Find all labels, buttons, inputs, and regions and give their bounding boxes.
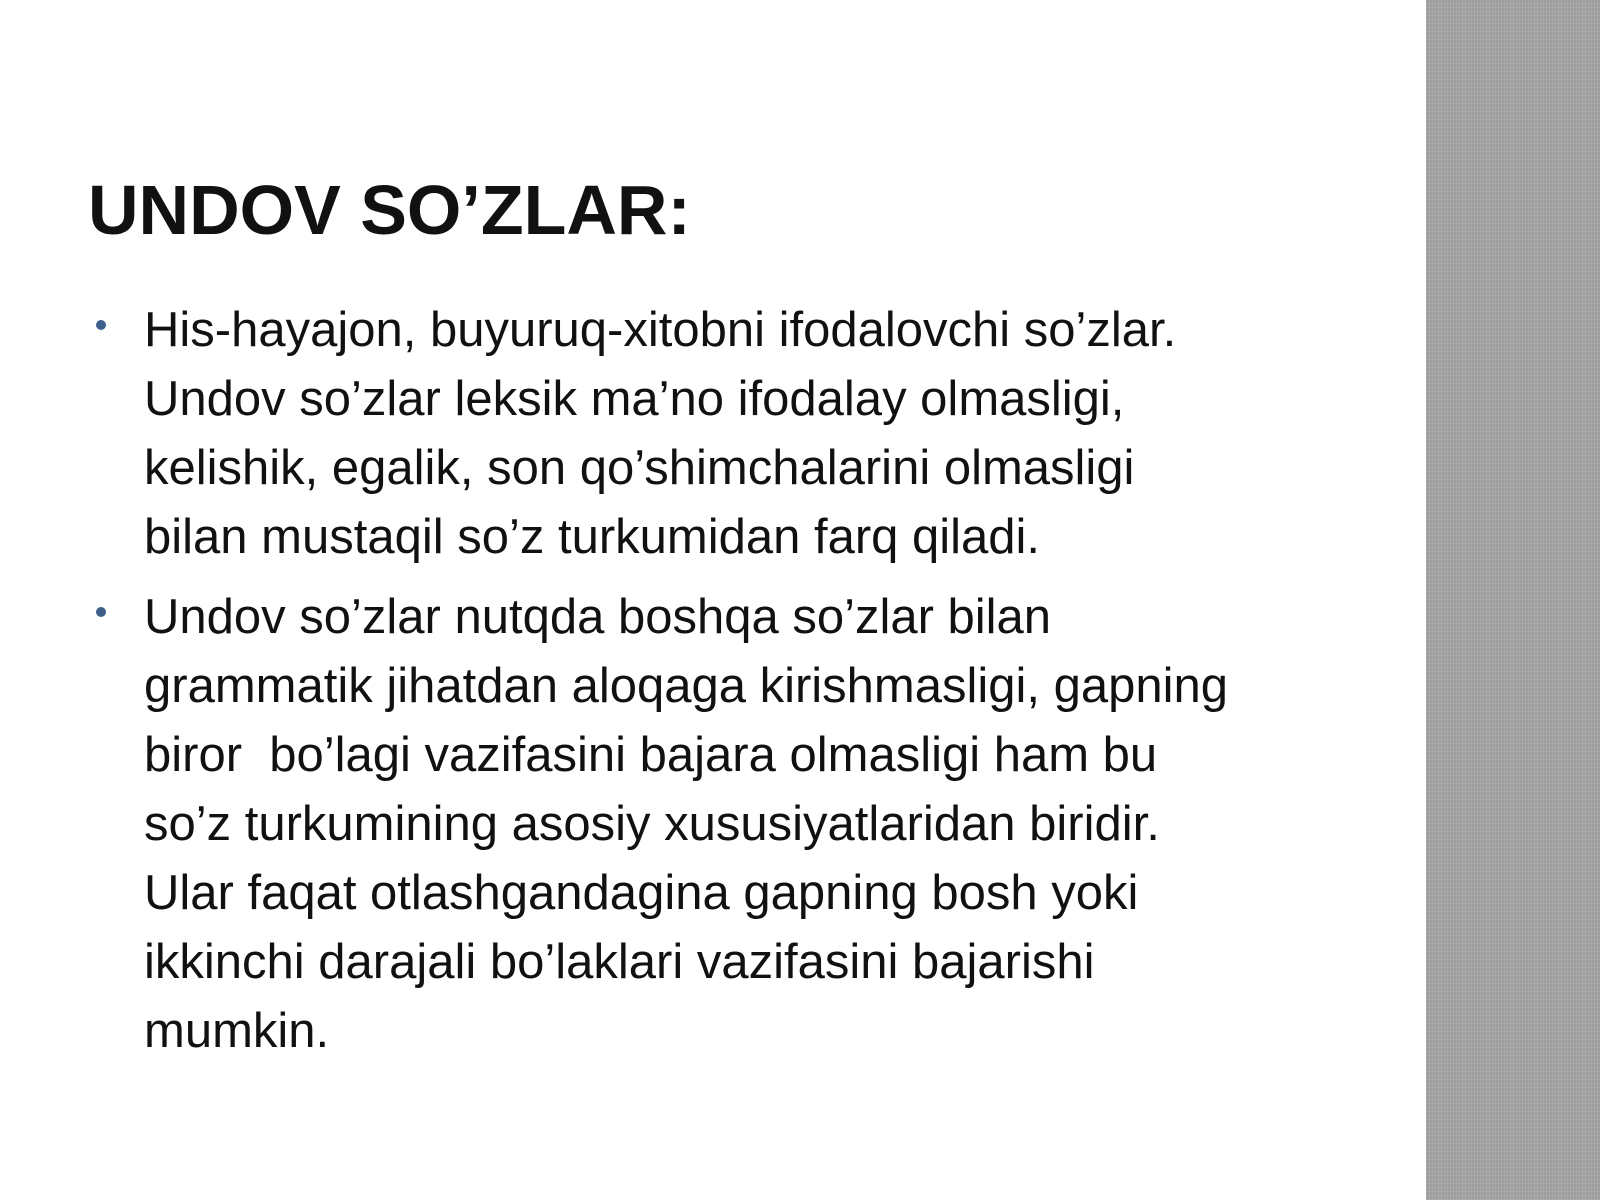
slide-title: UNDOV SO’ZLAR:: [88, 171, 691, 249]
bullet-list: [90, 296, 1350, 1077]
bullet-text: Undov so’zlar nutqda boshqa so’zlar bilan grammatik jihatdan aloqaga kirishmasligi, gapning biror bo’lagi vazifasini bajara olmasligi ham bu so’z turkumining asosiy xususiyatlaridan biridir. Ular faqat otlashgandagina gapning bosh yoki ikkinchi darajali bo’laklari vazifasini bajarishi mumkin.: [144, 590, 1229, 1058]
bullet-text: His-hayajon, buyuruq-xitobni ifodalovchi so’zlar. Undov so’zlar leksik ma’no ifodalay olmasligi, kelishik, egalik, son qo’shimchalarini olmasligi bilan mustaqil so’z turkumidan farq qiladi.: [144, 303, 1177, 564]
bullet-item: [90, 583, 1350, 1066]
decorative-side-band: [1426, 0, 1600, 1200]
bullet-dot-icon: [96, 320, 106, 330]
bullet-item: [90, 296, 1350, 572]
bullet-dot-icon: [96, 607, 106, 617]
